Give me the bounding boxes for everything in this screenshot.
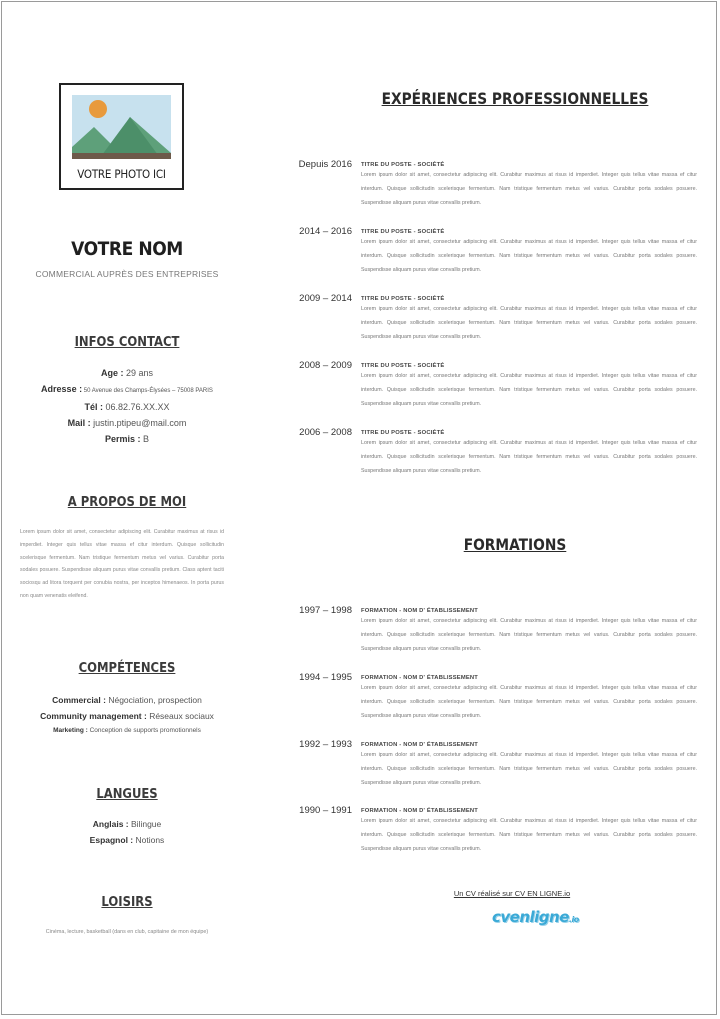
image-icon xyxy=(72,95,171,159)
education-date: 1994 – 1995 xyxy=(299,672,352,683)
tel-value: 06.82.76.XX.XX xyxy=(102,402,170,412)
tel-label: Tél : xyxy=(84,402,103,412)
education-description: Lorem ipsum dolor sit amet, consectetur adipiscing elit. Curabitur maximus at risus id imperdiet. Integer quis tellus vitae massa ef citur interdum. Quisque sollicitudin scelerisque fermentum. Nam tristique fermentum metus vel varius. Curabitur porta sodales posuere. Suspendisse aliquam purus vitae convallis pretium. xyxy=(361,685,697,719)
credit-link[interactable]: Un CV réalisé sur CV EN LIGNE.io xyxy=(453,889,571,898)
contact-address xyxy=(16,384,238,394)
experience-description: Lorem ipsum dolor sit amet, consectetur adipiscing elit. Curabitur maximus at risus id imperdiet. Integer quis tellus vitae massa ef citur interdum. Quisque sollicitudin scelerisque fermentum. Nam tristique fermentum metus vel varius. Curabitur porta sodales posuere. Suspendisse aliquam purus vitae convallis pretium. xyxy=(361,373,697,407)
education-title-line: FORMATION - NOM D' ÉTABLISSEMENT xyxy=(361,742,479,748)
permis-value: B xyxy=(140,434,150,444)
languages-title: LANGUES xyxy=(96,786,158,802)
experience-job-title: TITRE DU POSTE - SOCIÉTÉ xyxy=(361,430,445,436)
contact-mail[interactable] xyxy=(16,418,238,428)
experience-description: Lorem ipsum dolor sit amet, consectetur adipiscing elit. Curabitur maximus at risus id imperdiet. Integer quis tellus vitae massa ef citur interdum. Quisque sollicitudin scelerisque fermentum. Nam tristique fermentum metus vel varius. Curabitur porta sodales posuere. Suspendisse aliquam purus vitae convallis pretium. xyxy=(361,440,697,474)
experience-date: 2008 – 2009 xyxy=(299,360,352,371)
mail-label: Mail : xyxy=(67,418,91,428)
about-title: A PROPOS DE MOI xyxy=(67,494,187,510)
education-title-line: FORMATION - NOM D' ÉTABLISSEMENT xyxy=(361,808,479,814)
language-value: Notions xyxy=(133,835,165,845)
language-label: Anglais : xyxy=(92,819,129,829)
education-description: Lorem ipsum dolor sit amet, consectetur adipiscing elit. Curabitur maximus at risus id imperdiet. Integer quis tellus vitae massa ef citur interdum. Quisque sollicitudin scelerisque fermentum. Nam tristique fermentum metus vel varius. Curabitur porta sodales posuere. Suspendisse aliquam purus vitae convallis pretium. xyxy=(361,752,697,786)
age-label: Age : xyxy=(100,368,124,378)
contact-permis xyxy=(16,434,238,444)
photo-label: VOTRE PHOTO ICI xyxy=(77,167,166,181)
language-item xyxy=(16,819,238,829)
education-date: 1990 – 1991 xyxy=(299,805,352,816)
skill-label: Marketing : xyxy=(53,727,88,734)
education-description: Lorem ipsum dolor sit amet, consectetur adipiscing elit. Curabitur maximus at risus id imperdiet. Integer quis tellus vitae massa ef citur interdum. Quisque sollicitudin scelerisque fermentum. Nam tristique fermentum metus vel varius. Curabitur porta sodales posuere. Suspendisse aliquam purus vitae convallis pretium. xyxy=(361,618,697,652)
permis-label: Permis : xyxy=(104,434,141,444)
photo-placeholder[interactable] xyxy=(59,83,184,190)
contact-tel xyxy=(16,402,238,412)
experience-description: Lorem ipsum dolor sit amet, consectetur adipiscing elit. Curabitur maximus at risus id imperdiet. Integer quis tellus vitae massa ef citur interdum. Quisque sollicitudin scelerisque fermentum. Nam tristique fermentum metus vel varius. Curabitur porta sodales posuere. Suspendisse aliquam purus vitae convallis pretium. xyxy=(361,306,697,340)
mail-value[interactable]: justin.ptipeu@mail.com xyxy=(90,418,187,428)
experience-job-title: TITRE DU POSTE - SOCIÉTÉ xyxy=(361,229,445,235)
experience-title: EXPÉRIENCES PROFESSIONNELLES xyxy=(381,89,649,108)
skill-item xyxy=(16,695,238,705)
skills-title: COMPÉTENCES xyxy=(78,660,176,676)
experience-date: Depuis 2016 xyxy=(298,159,352,170)
education-title-line: FORMATION - NOM D' ÉTABLISSEMENT xyxy=(361,675,479,681)
hobbies-title: LOISIRS xyxy=(101,894,153,910)
about-text: Lorem ipsum dolor sit amet, consectetur adipiscing elit. Curabitur maximus at risus id imperdiet. Integer quis tellus vitae massa ef citur interdum. Quisque sollicitudin scelerisque fermentum. Nam tristique fermentum metus vel varius. Curabitur porta sodales posuere. Suspendisse aliquam purus vitae convallis pretium. Class aptent taciti sociosqu ad litora torquent per conubia nostra, per inceptos himenaeos. In porta purus non quam venenatis eleifend. xyxy=(20,529,224,599)
profile-name: VOTRE NOM xyxy=(71,238,183,260)
education-description: Lorem ipsum dolor sit amet, consectetur adipiscing elit. Curabitur maximus at risus id imperdiet. Integer quis tellus vitae massa ef citur interdum. Quisque sollicitudin scelerisque fermentum. Nam tristique fermentum metus vel varius. Curabitur porta sodales posuere. Suspendisse aliquam purus vitae convallis pretium. xyxy=(361,818,697,852)
logo-suffix: .io xyxy=(568,915,579,924)
cvenligne-logo[interactable] xyxy=(492,908,579,926)
experience-job-title: TITRE DU POSTE - SOCIÉTÉ xyxy=(361,296,445,302)
experience-description: Lorem ipsum dolor sit amet, consectetur adipiscing elit. Curabitur maximus at risus id imperdiet. Integer quis tellus vitae massa ef citur interdum. Quisque sollicitudin scelerisque fermentum. Nam tristique fermentum metus vel varius. Curabitur porta sodales posuere. Suspendisse aliquam purus vitae convallis pretium. xyxy=(361,172,697,206)
contact-title: INFOS CONTACT xyxy=(74,334,180,350)
education-date: 1992 – 1993 xyxy=(299,739,352,750)
experience-date: 2006 – 2008 xyxy=(299,427,352,438)
address-value: 50 Avenue des Champs-Élysées – 75008 PARIS xyxy=(82,388,213,394)
contact-age xyxy=(16,368,238,378)
education-date: 1997 – 1998 xyxy=(299,605,352,616)
language-item xyxy=(16,835,238,845)
skill-label: Community management : xyxy=(40,711,147,721)
skill-item xyxy=(16,727,238,734)
skill-value: Conception de supports promotionnels xyxy=(87,727,201,734)
skill-label: Commercial : xyxy=(52,695,106,705)
skill-value: Négociation, prospection xyxy=(105,695,202,705)
skill-item xyxy=(16,711,238,721)
experience-description: Lorem ipsum dolor sit amet, consectetur adipiscing elit. Curabitur maximus at risus id imperdiet. Integer quis tellus vitae massa ef citur interdum. Quisque sollicitudin scelerisque fermentum. Nam tristique fermentum metus vel varius. Curabitur porta sodales posuere. Suspendisse aliquam purus vitae convallis pretium. xyxy=(361,239,697,273)
address-label: Adresse : xyxy=(41,384,83,394)
language-label: Espagnol : xyxy=(89,835,134,845)
cv-page xyxy=(1,1,717,1015)
education-title: FORMATIONS xyxy=(463,535,567,554)
experience-job-title: TITRE DU POSTE - SOCIÉTÉ xyxy=(361,363,445,369)
hobbies-text: Cinéma, lecture, basketball (dans en club, capitaine de mon équipe) xyxy=(45,929,209,935)
age-value: 29 ans xyxy=(123,368,154,378)
experience-date: 2014 – 2016 xyxy=(299,226,352,237)
experience-date: 2009 – 2014 xyxy=(299,293,352,304)
experience-job-title: TITRE DU POSTE - SOCIÉTÉ xyxy=(361,162,445,168)
skill-value: Réseaux sociaux xyxy=(146,711,214,721)
logo-main: cvenligne xyxy=(492,908,569,926)
language-value: Bilingue xyxy=(128,819,162,829)
profile-job: COMMERCIAL AUPRÈS DES ENTREPRISES xyxy=(35,269,219,279)
education-title-line: FORMATION - NOM D' ÉTABLISSEMENT xyxy=(361,608,479,614)
